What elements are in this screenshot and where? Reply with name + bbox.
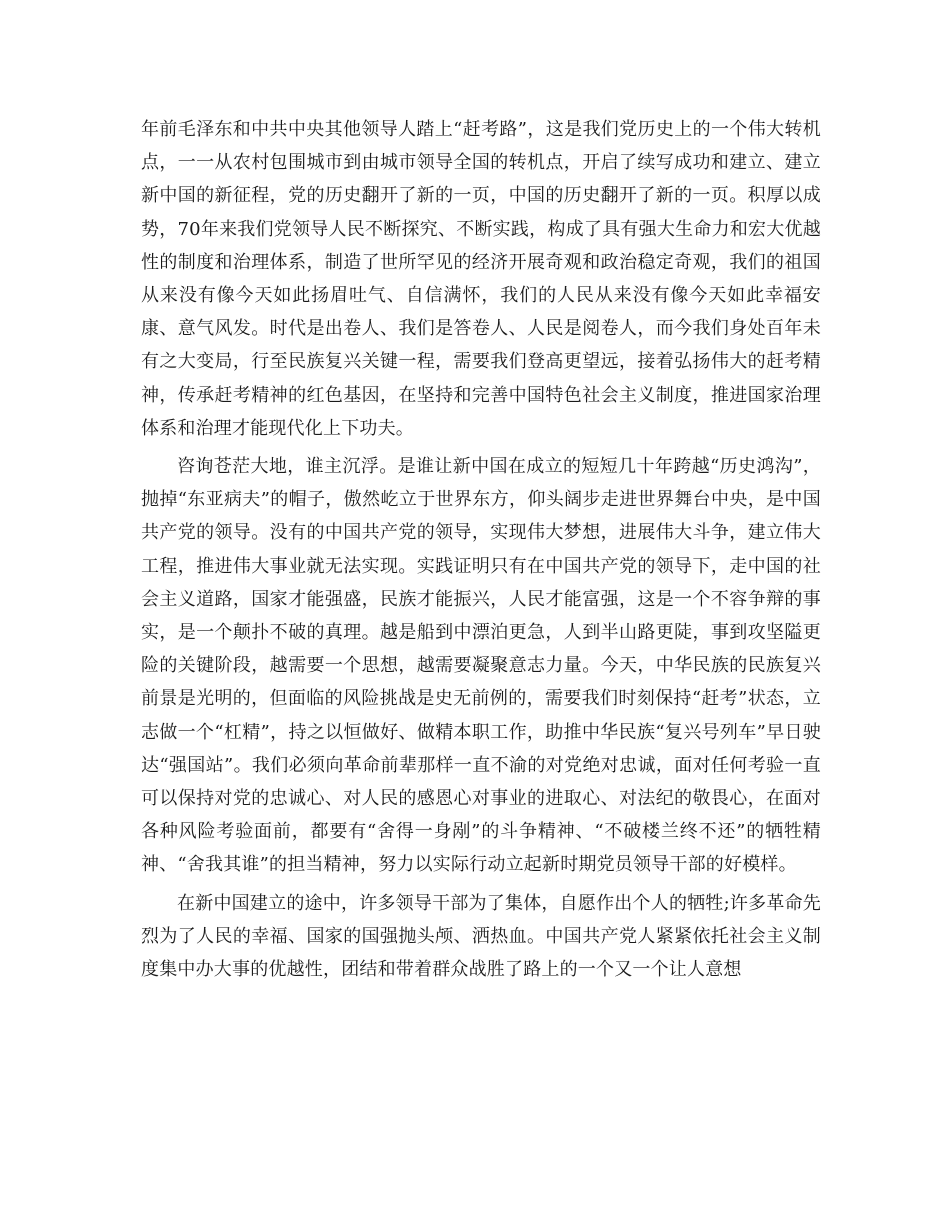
document-body <box>141 113 821 991</box>
paragraph-party-leadership: 咨询苍茫大地，谁主沉浮。是谁让新中国在成立的短短几十年跨越“历史鸿沟”，抛掉“东亚病夫”的帽子，傲然屹立于世界东方，仰头阔步走进世界舞台中央，是中国共产党的领导。没有的中国共产党的领导，实现伟大梦想，进展伟大斗争，建立伟大工程，推进伟大事业就无法实现。实践证明只有在中国共产党的领导下，走中国的社会主义道路，国家才能强盛，民族才能振兴，人民才能富强，这是一个不容争辩的事实，是一个颠扑不破的真理。越是船到中漂泊更急，人到半山路更陡，事到攻坚隘更险的关键阶段，越需要一个思想，越需要凝聚意志力量。今天，中华民族的民族复兴前景是光明的，但面临的风险挑战是史无前例的，需要我们时刻保持“赶考”状态，立志做一个“杠精”，持之以恒做好、做精本职工作，助推中华民族“复兴号列车”早日驶达“强国站”。我们必须向革命前辈那样一直不渝的对党绝对忠诚，面对任何考验一直可以保持对党的忠诚心、对人民的感恩心对事业的进取心、对法纪的敬畏心，在面对各种风险考验面前，都要有“舍得一身剐”的斗争精神、“不破楼兰终不还”的牺牲精神、“舍我其谁”的担当精神，努力以实际行动立起新时期党员领导干部的好模样。 <box>141 456 821 876</box>
paragraph-continuation: 年前毛泽东和中共中央其他领导人踏上“赶考路”，这是我们党历史上的一个伟大转机点，一一从农村包围城市到由城市领导全国的转机点，开启了续写成功和建立、建立新中国的新征程，党的历史翻开了新的一页，中国的历史翻开了新的一页。积厚以成势，70年来我们党领导人民不断探究、不断实践，构成了具有强大生命力和宏大优越性的制度和治理体系，制造了世所罕见的经济开展奇观和政治稳定奇观，我们的祖国从来没有像今天如此扬眉吐气、自信满怀，我们的人民从来没有像今天如此幸福安康、意气风发。时代是出卷人、我们是答卷人、人民是阅卷人，而今我们身处百年未有之大变局，行至民族复兴关键一程，需要我们登高更望远，接着弘扬伟大的赶考精神，传承赶考精神的红色基因，在坚持和完善中国特色社会主义制度，推进国家治理体系和治理才能现代化上下功夫。 <box>141 119 821 439</box>
paragraph-sacrifice: 在新中国建立的途中，许多领导干部为了集体，自愿作出个人的牺牲;许多革命先烈为了人民的幸福、国家的国强抛头颅、洒热血。中国共产党人紧紧依托社会主义制度集中办大事的优越性，团结和带着群众战胜了路上的一个又一个让人意想 <box>141 892 821 981</box>
